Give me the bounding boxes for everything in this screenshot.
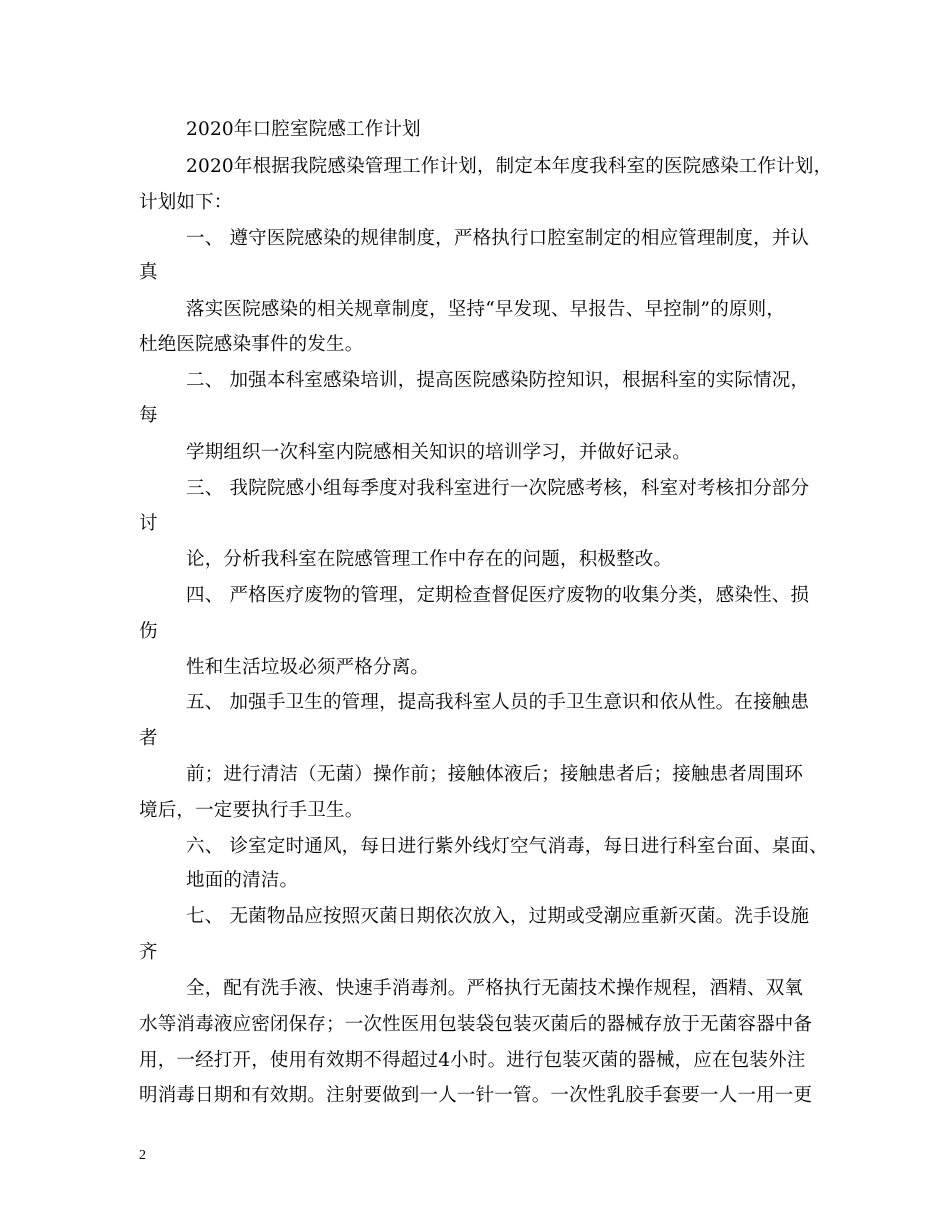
section-6-line-2: 地面的清洁。 [186,870,299,891]
section-4-line-3: 性和生活垃圾必须严格分离。 [186,657,430,678]
page-number: 2 [139,1148,146,1163]
section-1-line-3: 落实医院感染的相关规章制度，坚持“早发现、早报告、早控制”的原则， [186,299,786,320]
intro-line-2: 计划如下： [139,192,233,213]
section-2-line-1: 二、 加强本科室感染培训，提高医院感染防控知识，根据科室的实际情况， [186,370,810,391]
section-7-line-1: 七、 无菌物品应按照灭菌日期依次放入，过期或受潮应重新灭菌。洗手设施 [186,906,810,927]
section-7-line-3: 全，配有洗手液、快速手消毒剂。严格执行无菌技术操作规程，酒精、双氧 [186,978,804,999]
section-6-line-1: 六、 诊室定时通风，每日进行紫外线灯空气消毒，每日进行科室台面、桌面、 [186,836,828,857]
document-title: 2020年口腔室院感工作计划 [186,119,421,140]
section-7-line-4: 水等消毒液应密闭保存；一次性医用包装袋包装灭菌后的器械存放于无菌容器中备 [139,1014,813,1035]
section-1-line-2: 真 [139,262,158,283]
intro-line-1: 2020年根据我院感染管理工作计划，制定本年度我科室的医院感染工作计划， [186,156,833,177]
section-3-line-3: 论，分析我科室在院感管理工作中存在的问题，积极整改。 [186,549,673,570]
section-7-line-2: 齐 [139,942,158,963]
section-5-line-2: 者 [139,728,158,749]
section-2-line-2: 每 [139,405,158,426]
section-5-line-3: 前；进行清洁（无菌）操作前；接触体液后；接触患者后；接触患者周围环 [186,764,804,785]
section-4-line-1: 四、 严格医疗废物的管理，定期检查督促医疗废物的收集分类，感染性、损 [186,585,810,606]
section-7-line-6: 明消毒日期和有效期。注射要做到一人一针一管。一次性乳胶手套要一人一用一更 [139,1085,813,1106]
section-7-line-5: 用，一经打开，使用有效期不得超过4小时。进行包装灭菌的器械，应在包装外注 [139,1050,806,1071]
section-3-line-1: 三、 我院院感小组每季度对我科室进行一次院感考核，科室对考核扣分部分 [186,478,810,499]
section-1-line-4: 杜绝医院感染事件的发生。 [139,334,364,355]
section-4-line-2: 伤 [139,621,158,642]
section-1-line-1: 一、 遵守医院感染的规律制度，严格执行口腔室制定的相应管理制度，并认 [186,228,810,249]
section-2-line-3: 学期组织一次科室内院感相关知识的培训学习，并做好记录。 [186,442,691,463]
section-5-line-1: 五、 加强手卫生的管理，提高我科室人员的手卫生意识和依从性。在接触患 [186,692,810,713]
section-5-line-4: 境后，一定要执行手卫生。 [139,800,364,821]
section-3-line-2: 讨 [139,513,158,534]
